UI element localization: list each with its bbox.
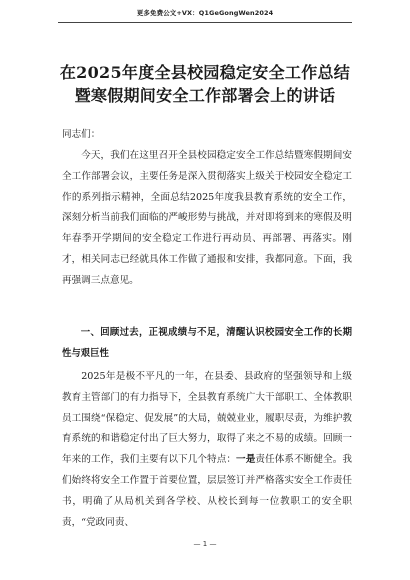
salutation: 同志们： bbox=[62, 129, 101, 140]
document-title-line-1: 在2025年度全县校园稳定安全工作总结 bbox=[59, 63, 351, 82]
paragraph-2 bbox=[62, 367, 352, 533]
section-1-heading: 一、回顾过去，正视成绩与不足，清醒认识校园安全工作的长期性与艰巨性 bbox=[62, 327, 352, 359]
page-number: — 1 — bbox=[193, 540, 217, 548]
paragraph-2-text-a: 2025年是极不平凡的一年，在县委、县政府的坚强领导和上级教育主管部门的有力指导下，全县教育系统广大干部职工、全体教职员工围绕“保稳定、促发展”的大局，兢兢业业，履职尽责，为维护教育系统的和谐稳定付出了巨大努力，取得了来之不易的成绩。回顾一年来的工作，我们主要有以下几个特点： bbox=[62, 371, 352, 466]
document-title-line-2: 暨寒假期间安全工作部署会上的讲话 bbox=[74, 86, 336, 105]
paragraph-1: 今天，我们在这里召开全县校园稳定安全工作总结暨寒假期间安全工作部署会议，主要任务是深入贯彻落实上级关于校园安全稳定工作的系列指示精神，全面总结2025年度我县教育系统的安全工作，深刻分析当前我们面临的严峻形势与挑战，并对即将到来的寒假及明年春季开学期间的安全稳定工作进行再动员、再部署、再落实。刚才，相关同志已经就具体工作做了通报和安排，我都同意。下面，我再强调三点意见。 bbox=[62, 150, 352, 286]
header-note: 更多免费公文+VX：Q1GeGongWen2024 bbox=[136, 9, 274, 17]
paragraph-2-text-b: 责任体系不断健全。我们始终将安全工作置于首要位置，层层签订并严格落实安全工作责任书，明确了从局机关到各学校、从校长到每一位教职工的安全职责，“党政同责、 bbox=[62, 454, 353, 528]
paragraph-2-emphasis: 一是 bbox=[236, 454, 256, 466]
header-divider bbox=[58, 22, 352, 23]
